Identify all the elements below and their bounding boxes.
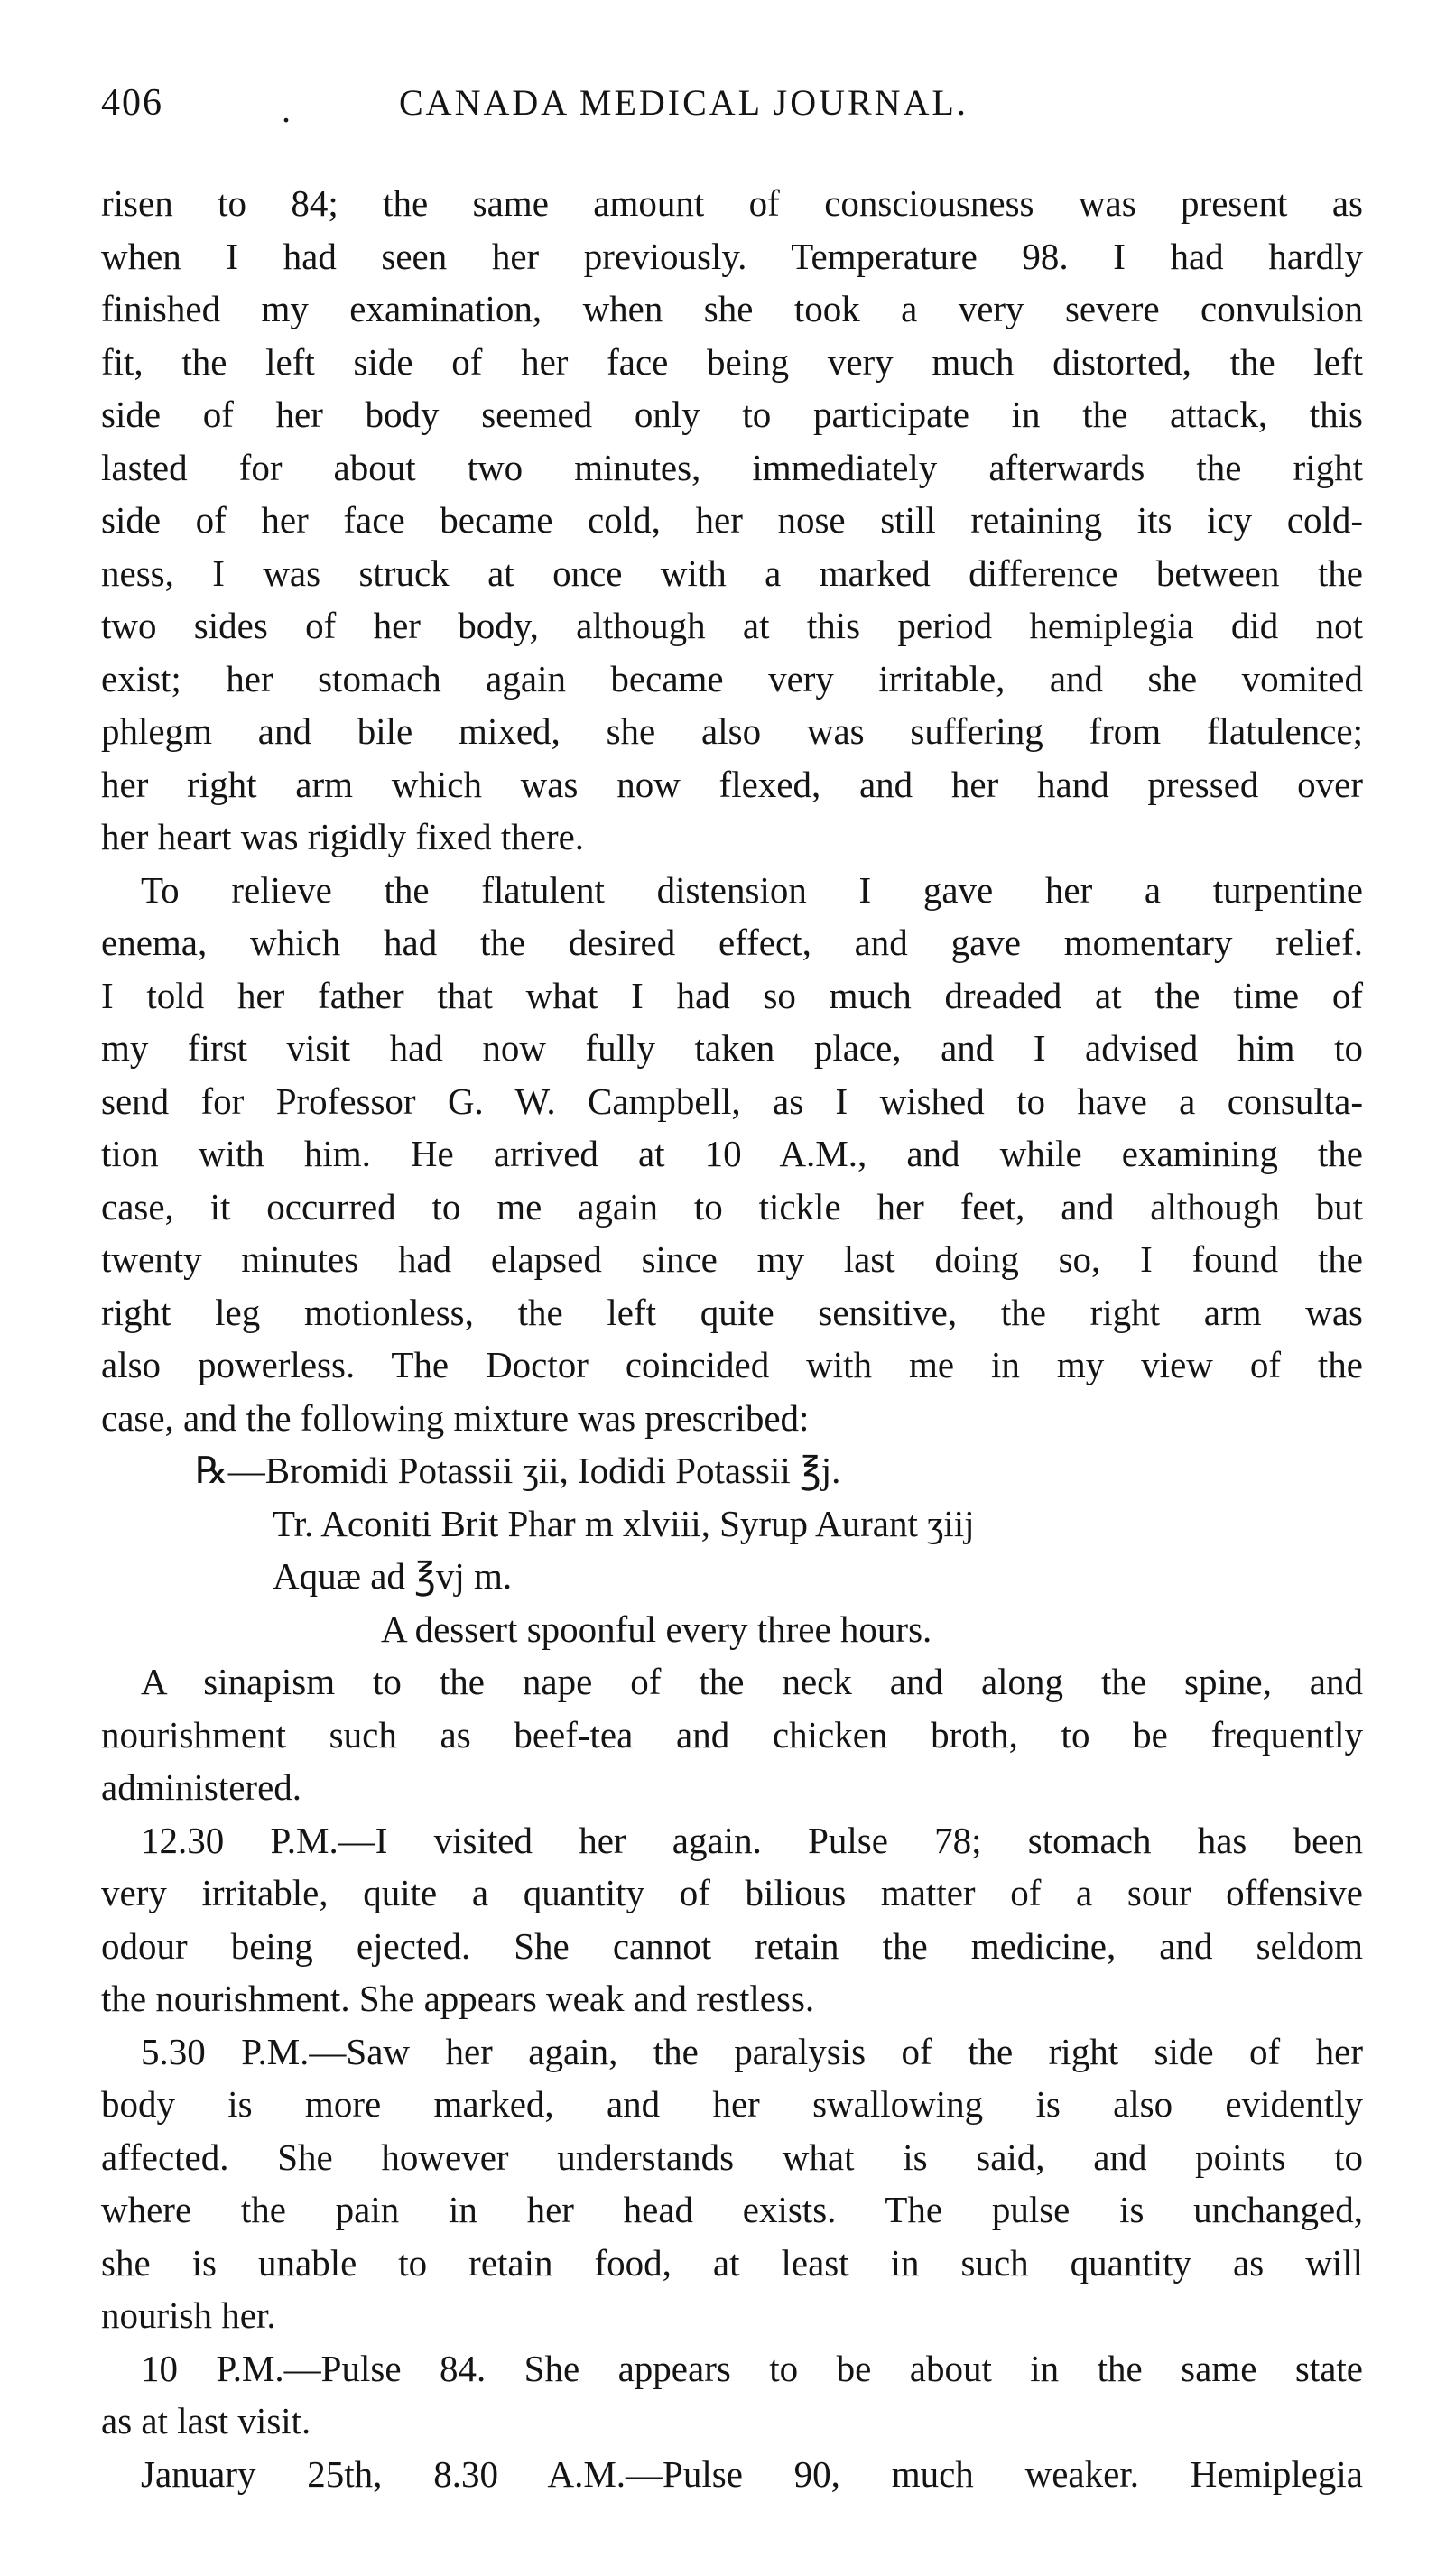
text-line: Tr. Aconiti Brit Phar m xlviii, Syrup Aurant ʒiij [273, 1502, 975, 1544]
text-line: my first visit had now fully taken place, and I advised him to [101, 1027, 1363, 1069]
text-line: where the pain in her head exists. The pulse is unchanged, [101, 2189, 1363, 2230]
text-line: enema, which had the desired effect, and gave momentary relief. [101, 922, 1363, 963]
text-line: when I had seen her previously. Temperature 98. I had hardly [101, 235, 1363, 277]
text-line: affected. She however understands what is said, and points to [101, 2136, 1363, 2178]
text-line: fit, the left side of her face being very much distorted, the left [101, 340, 1363, 383]
text-line: ℞—Bromidi Potassii ʒii, Iodidi Potassii ℥j. [195, 1450, 841, 1491]
text-line: Aquæ ad ℥vj m. [273, 1555, 513, 1597]
text-line: ness, I was struck at once with a marked difference between the [101, 551, 1363, 594]
page-number: 406 [101, 82, 163, 124]
text-line: case, it occurred to me again to tickle her feet, and although but [101, 1185, 1363, 1228]
text-line: A dessert spoonful every three hours. [381, 1608, 932, 1650]
text-line: risen to 84; the same amount of consciousness was present as [101, 182, 1363, 224]
text-line: nourishment such as beef-tea and chicken broth, to be frequently [101, 1713, 1363, 1756]
header-dot: . [282, 89, 292, 130]
text-line: January 25th, 8.30 A.M.—Pulse 90, much weaker. Hemiplegia [141, 2452, 1363, 2495]
text-line: I told her father that what I had so much dreaded at the time of [101, 974, 1363, 1016]
text-line: right leg motionless, the left quite sensitive, the right arm was [101, 1291, 1363, 1333]
text-line: administered. [101, 1766, 302, 1808]
text-line: odour being ejected. She cannot retain the medicine, and seldom [101, 1924, 1363, 1967]
text-line: very irritable, quite a quantity of bilious matter of a sour offensive [101, 1872, 1363, 1913]
running-head [101, 81, 1363, 135]
text-line: her heart was rigidly fixed there. [101, 816, 585, 857]
text-line: To relieve the flatulent distension I gave her a turpentine [141, 868, 1363, 911]
text-line: two sides of her body, although at this period hemiplegia did not [101, 605, 1363, 646]
text-line: side of her body seemed only to participate in the attack, this [101, 394, 1363, 435]
article-body [101, 177, 1363, 2500]
text-line: 5.30 P.M.—Saw her again, the paralysis of the right side of her [141, 2030, 1363, 2072]
journal-title: CANADA MEDICAL JOURNAL. [399, 82, 969, 123]
text-line: lasted for about two minutes, immediately afterwards the right [101, 446, 1363, 488]
text-line: 10 P.M.—Pulse 84. She appears to be about in the same state [141, 2347, 1363, 2389]
text-line: case, and the following mixture was prescribed: [101, 1396, 810, 1439]
text-line: tion with him. He arrived at 10 A.M., and while examining the [101, 1133, 1363, 1174]
text-line: A sinapism to the nape of the neck and along the spine, and [141, 1661, 1363, 1702]
text-line: phlegm and bile mixed, she also was suffering from flatulence; [101, 710, 1363, 752]
text-line: finished my examination, when she took a very severe convulsion [101, 288, 1363, 329]
text-line: send for Professor G. W. Campbell, as I wished to have a consulta- [101, 1080, 1363, 1122]
text-line: exist; her stomach again became very irritable, and she vomited [101, 657, 1363, 700]
text-line: her right arm which was now flexed, and her hand pressed over [101, 763, 1363, 805]
text-line: 12.30 P.M.—I visited her again. Pulse 78; stomach has been [141, 1819, 1363, 1861]
text-line: body is more marked, and her swallowing is also evidently [101, 2083, 1363, 2125]
text-line: nourish her. [101, 2294, 276, 2336]
text-line: as at last visit. [101, 2400, 311, 2442]
text-line: the nourishment. She appears weak and restless. [101, 1978, 815, 2019]
text-line: side of her face became cold, her nose still retaining its icy cold- [101, 499, 1363, 541]
text-line: she is unable to retain food, at least in such quantity as will [101, 2241, 1363, 2284]
text-line: also powerless. The Doctor coincided with me in my view of the [101, 1344, 1363, 1385]
text-line: twenty minutes had elapsed since my last doing so, I found the [101, 1238, 1363, 1280]
